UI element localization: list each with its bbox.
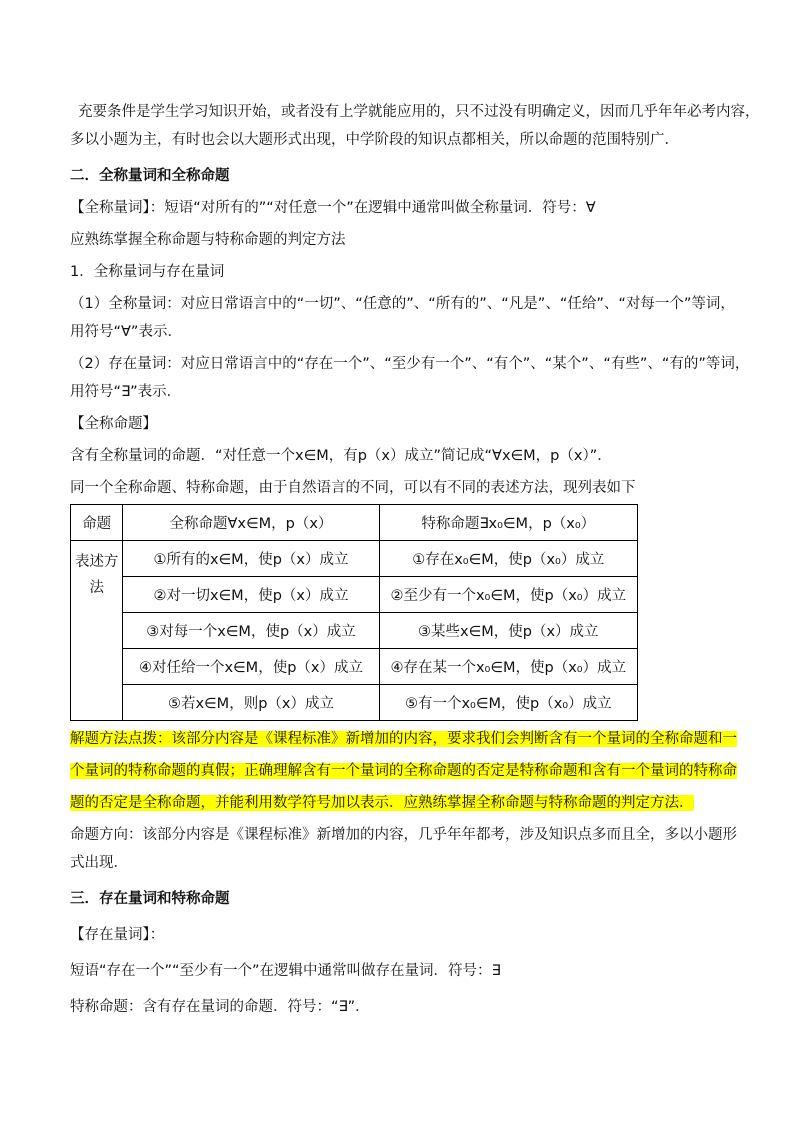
item-2-line-1: （2）存在量词：对应日常语言中的“存在一个”、“至少有一个”、“有个”、“某个”、“有些”、“有的”等词，	[70, 356, 750, 372]
existential-quantifier-heading: 【存在量词】：	[70, 927, 165, 943]
universal-proposition-heading: 【全称命题】	[70, 416, 157, 432]
table-cell: ①所有的x∈M，使p（x）成立	[123, 541, 379, 577]
table-cell: ③某些x∈M，使p（x）成立	[379, 613, 637, 649]
table-row	[71, 613, 638, 649]
universal-proposition-definition: 含有全称量词的命题．“对任意一个x∈M，有p（x）成立”简记成“∀x∈M，p（x）”．	[70, 448, 612, 464]
item-2-line-2: 用符号“∃”表示．	[70, 384, 182, 400]
item-1-line-1: （1）全称量词：对应日常语言中的“一切”、“任意的”、“所有的”、“凡是”、“任给”、“对每一个”等词，	[70, 296, 735, 312]
tips-line-2	[70, 757, 737, 785]
table-header-cell: 特称命题∃x₀∈M，p（x₀）	[379, 505, 637, 541]
table-cell: ⑤有一个x₀∈M，使p（x₀）成立	[379, 685, 637, 721]
table-cell: ④对任给一个x∈M，使p（x）成立	[123, 649, 379, 685]
table-row	[71, 577, 638, 613]
table-cell: ②至少有一个x₀∈M，使p（x₀）成立	[379, 577, 637, 613]
master-method-line: 应熟练掌握全称命题与特称命题的判定方法	[70, 232, 346, 248]
table-header-cell: 命题	[71, 505, 123, 541]
intro-line-1: 充要条件是学生学习知识开始，或者没有上学就能应用的，只不过没有明确定义，因而几乎年年必考内容，	[78, 104, 760, 120]
intro-line-2: 多以小题为主，有时也会以大题形式出现，中学阶段的知识点都相关，所以命题的范围特别广．	[70, 132, 679, 148]
table-intro: 同一个全称命题、特称命题，由于自然语言的不同，可以有不同的表述方法，现列表如下	[70, 480, 636, 496]
proposition-comparison-table	[70, 504, 638, 721]
tips-line-1	[70, 725, 737, 753]
existential-quantifier-definition: 短语“存在一个”“至少有一个”在逻辑中通常叫做存在量词．符号：∃	[70, 963, 501, 979]
direction-line-1: 命题方向：该部分内容是《课程标准》新增加的内容，几乎年年都考，涉及知识点多而且全，多以小题形	[70, 827, 737, 843]
document-content	[70, 98, 760, 1021]
row-label-expression-methods: 表述方法	[71, 541, 123, 721]
section3-heading: 三．存在量词和特称命题	[70, 891, 230, 907]
particular-proposition-definition: 特称命题：含有存在量词的命题．符号：“∃”．	[70, 999, 370, 1015]
highlighted-text: 解题方法点拨：该部分内容是《课程标准》新增加的内容，要求我们会判断含有一个量词的全称命题和一	[70, 731, 737, 747]
universal-quantifier-definition: 【全称量词】：短语“对所有的”“对任意一个”在逻辑中通常叫做全称量词．符号：∀	[70, 200, 596, 216]
table-header-row	[71, 505, 638, 541]
table-cell: ②对一切x∈M，使p（x）成立	[123, 577, 379, 613]
table-row	[71, 685, 638, 721]
direction-line-2: 式出现．	[70, 855, 128, 871]
section2-heading: 二．全称量词和全称命题	[70, 168, 230, 184]
table-row	[71, 649, 638, 685]
table-cell: ⑤若x∈M，则p（x）成立	[123, 685, 379, 721]
item-1-line-2: 用符号“∀”表示．	[70, 324, 182, 340]
highlighted-text: 题的否定是全称命题，并能利用数学符号加以表示．应熟练掌握全称命题与特称命题的判定方法．	[70, 795, 694, 811]
table-cell: ①存在x₀∈M，使p（x₀）成立	[379, 541, 637, 577]
table-row	[71, 541, 638, 577]
table-cell: ④存在某一个x₀∈M，使p（x₀）成立	[379, 649, 637, 685]
table-cell: ③对每一个x∈M，使p（x）成立	[123, 613, 379, 649]
tips-line-3	[70, 789, 726, 817]
table-header-cell: 全称命题∀x∈M，p（x）	[123, 505, 379, 541]
subsection-1-title: 1．全称量词与存在量词	[70, 264, 225, 280]
highlighted-text: 个量词的特称命题的真假；正确理解含有一个量词的全称命题的否定是特称命题和含有一个量词的特称命	[70, 763, 737, 779]
